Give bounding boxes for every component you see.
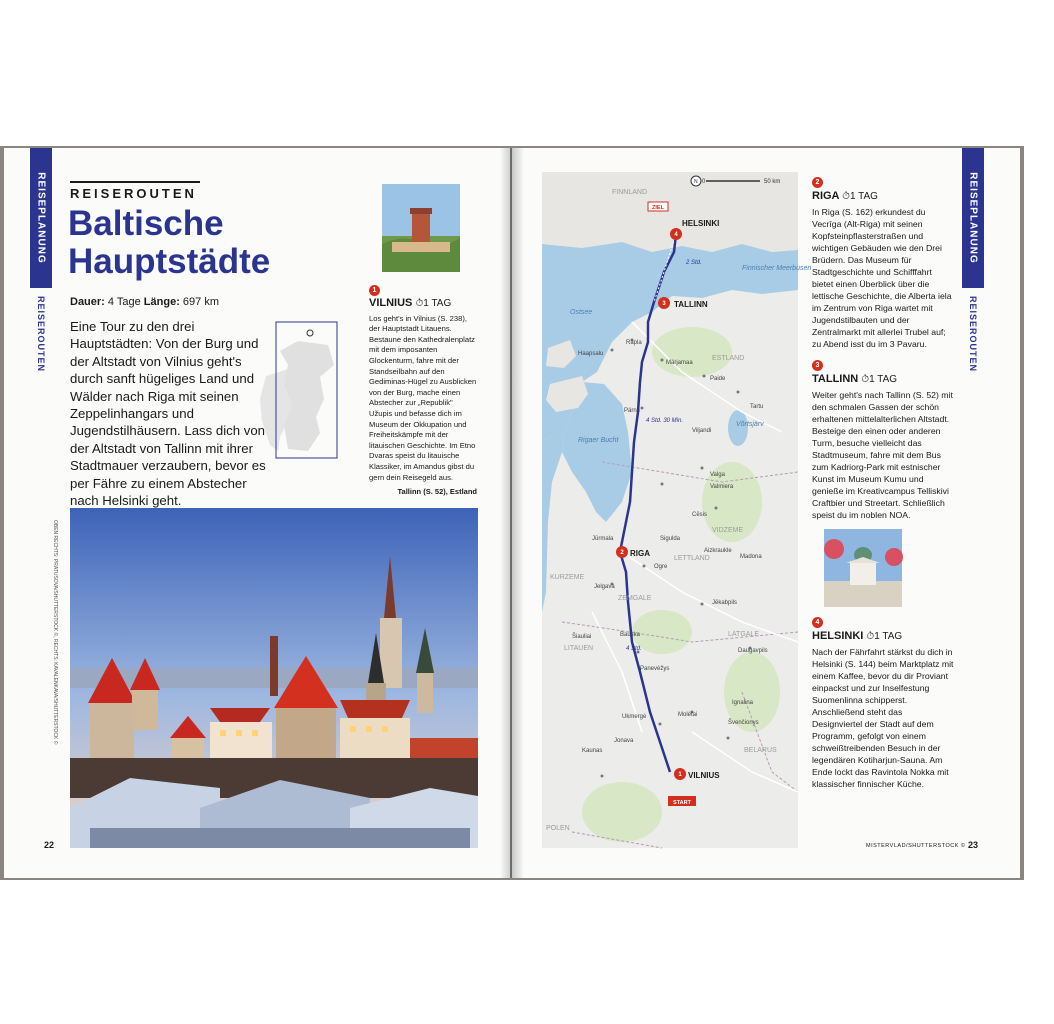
map-town-siauliai: Šiauliai [572,634,592,640]
map-town-kaunas: Kaunas [582,748,603,754]
map-town-haapsalu: Haapsalu [578,351,604,357]
section-tab-right-label: REISEPLANUNG [967,172,979,264]
map-town-paide: Paide [710,376,726,382]
helsinki-cathedral-illustration [824,529,902,607]
length-label: Länge: [143,296,180,308]
map-north-icon: N [694,179,698,185]
map-label-poland: POLEN [546,825,570,832]
route-map [542,172,812,848]
map-label-belarus: BELARUS [744,747,777,754]
route-map-svg [542,172,812,848]
book-gutter [500,148,524,878]
stop-heading [812,630,954,643]
map-town-parnu: Pärnu [624,408,641,414]
map-town-jonava: Jonava [614,738,634,744]
map-town-moletai: Molėtai [678,712,698,718]
stop-text: Los geht's in Vilnius (S. 238), der Hauptstadt Litauens. Bestaune den Kathedralenplatz mit dem imposanten Glockenturm, fahre mit der Standseilbahn auf den Gediminas-Hügel zu Ausblicken von der Burg, mache einen Abstecher zur „Republik" Užupis und befasse dich im Museum der Okkupation und Freiheitskämpfe mit der litauischen Geschichte. Im Etno Dvaras speist du litauische Klassiker, im Amandus gibst du gern dein Reisegeld aus. [369,313,477,482]
map-city-helsinki: HELSINKI [682,219,720,228]
map-label-latvia: LETTLAND [674,555,710,562]
map-label-vidzeme: VIDZEME [712,527,744,534]
clock-icon: ⏱ [866,631,875,642]
map-city-vilnius: VILNIUS [688,771,720,780]
map-label-lake: Võrtsjärv [736,421,764,428]
page-number-right: 23 [968,840,979,850]
map-label-baltic-sea: Ostsee [570,309,593,316]
map-town-valga: Valga [710,472,725,478]
stop-number-badge: 4 [812,617,823,628]
stop-number-badge: 3 [812,360,823,371]
locator-star-icon [307,330,313,336]
map-time-2: 4 Std. 30 Min. [646,418,684,424]
map-time-3: 4 Std. [626,646,642,652]
map-start-label: START [673,800,691,806]
duration-label: Dauer: [70,296,105,308]
stop-riga [812,175,954,350]
tallinn-photo [70,508,478,848]
map-town-madona: Madona [740,554,762,560]
map-town-jekabpils: Jēkabpils [712,600,738,606]
stop-number-badge: 2 [812,177,823,188]
stop-helsinki [812,615,954,790]
stop-heading [812,373,954,386]
map-town-aizkraukle: Aizkraukle [704,548,732,554]
stop-name: VILNIUS [369,297,413,309]
stop-name: HELSINKI [812,630,864,642]
map-scale-end: 50 km [764,179,781,185]
map-label-gulf-riga: Rigaer Bucht [578,437,619,444]
map-label-zemgale: ZEMGALE [618,595,652,602]
map-town-viljandi: Viljandi [692,428,712,434]
stop-vilnius [369,285,477,498]
map-label-lithuania: LITAUEN [564,645,594,652]
section-tab-label: REISEPLANUNG [35,172,47,264]
photo-caption: Tallinn (S. 52), Estland [397,487,477,497]
map-town-svencionys: Švenčionys [728,720,759,726]
map-town-cesis: Cēsis [692,512,708,518]
map-town-ignalina: Ignalina [732,700,754,706]
map-marker-1: 1 [678,772,682,778]
map-label-gulf-finland: Finnischer Meerbusen [742,265,812,272]
map-town-tartu: Tartu [750,404,764,410]
map-town-marjamaa: Märjamaa [666,360,693,366]
photo-credit-right: MISTERVLAD/SHUTTERSTOCK © [866,843,966,849]
map-marker-4: 4 [674,232,678,238]
map-town-rapla: Rapla [626,340,642,346]
map-town-sigulda: Sigulda [660,536,681,542]
map-label-kurzeme: KURZEME [550,574,585,581]
clock-icon: ⏱ [842,191,850,202]
map-scale-start: 0 [702,179,706,185]
side-label-text: REISEROUTEN [36,296,46,373]
map-town-jelgava: Jelgava [594,584,615,590]
stop-duration: 1 TAG [874,631,903,642]
stop-name: RIGA [812,190,840,202]
map-label-estonia: ESTLAND [712,355,745,362]
map-town-valmiera: Valmiera [710,484,734,490]
map-town-bauska: Bauska [620,632,641,638]
title-line-1: Baltische [68,204,224,243]
map-time-1: 2 Std. [686,260,702,266]
page-title [68,205,270,281]
stop-name: TALLINN [812,373,859,385]
map-town-panevezys: Panevėžys [640,666,670,672]
map-city-riga: RIGA [630,549,650,558]
stop-text: Weiter geht's nach Tallinn (S. 52) mit den schmalen Gassen der schön erhaltenen mittelalterlichen Altstadt. Besteige den einen oder anderen Turm, besuche vielleicht das Stadtmuseum, fahre mit dem Bus zum Kadriorg-Park mit estnischer Kunst im Museum Kumu und genieße im Kreativcampus Telliskivi Craftbier und Streetart. Schließlich speist du im noblen NOA. [812,390,953,520]
vilnius-castle-image [382,184,460,272]
map-town-jurmala: Jūrmala [592,536,614,542]
stop-heading [812,190,954,203]
stop-duration: 1 TAG [869,374,898,385]
clock-icon: ⏱ [415,298,424,309]
section-tab-right [962,148,984,288]
locator-map [258,321,338,459]
stop-text: Nach der Fährfahrt stärkst du dich in Helsinki (S. 144) beim Marktplatz mit einem Kaffee, bevor du dir Proviant einpackst und zur Inselfestung Suomenlinna schipperst. Anschließend steht das Designviertel der Stadt auf dem Programm, gefolgt von einem schweißtreibenden Besuch in der legendären Kotiharjun-Sauna. Am Ende lockt das Ravintola Nokka mit klassischer finnischer Küche. [812,647,954,789]
stop-tallinn [812,358,954,521]
map-ziel-label: ZIEL [652,205,664,211]
helsinki-cathedral-image [824,529,902,607]
side-label-right [968,296,1054,373]
map-town-daugavpils: Daugavpils [738,648,768,654]
intro-text: Eine Tour zu den drei Hauptstädten: Von der Burg und der Altstadt von Vilnius geht's durch sanft hügeliges Land und Wälder nach Riga mit seinen Zeppelinhangars und Jugendstilhäusern. Lass dich von der Altstadt von Tallinn mit ihrer Stadtmauer verzaubern, bevor es per Fähre zu einem Abstecher nach Helsinki geht. [70,319,266,509]
stop-duration: 1 TAG [423,298,452,309]
stop-text: In Riga (S. 162) erkundest du Vecrīga (Alt-Riga) mit seinen Kopfsteinpflasterstraßen und wichtigen Gebäuden wie den Drei Brüdern. Das Museum für Stadtgeschichte und Schifffahrt bietet einen Überblick über die lettische Geschichte, die Alberta iela im Zentrum von Riga wartet mit Jugendstilbauten und der Zentralmarkt mit allerlei Trubel auf; zu Abend isst du im 3 Pavaru. [812,207,952,349]
map-marker-3: 3 [662,301,666,307]
stop-heading [369,298,477,310]
side-label-right-text: REISEROUTEN [968,296,978,373]
map-town-ogre: Ogre [654,564,668,570]
stop-duration: 1 TAG [849,191,878,202]
map-town-ukmerge: Ukmergė [622,714,647,720]
route-meta [70,296,219,308]
section-tab [30,148,52,288]
kicker: REISEROUTEN [70,181,200,201]
clock-icon: ⏱ [861,374,870,385]
photo-credit-text: OBEN RECHTS: PRATUSOVA/SHUTTERSTOCK ©, RECHTS: KAVALENKAVA/SHUTTERSTOCK © [52,520,58,745]
stops-column [812,175,954,798]
vilnius-castle-illustration [382,184,460,272]
map-label-finland: FINNLAND [612,189,648,196]
title-line-2: Hauptstädte [68,242,271,281]
page-number-left: 22 [44,840,55,850]
map-city-tallinn: TALLINN [674,300,708,309]
map-marker-2: 2 [620,550,624,556]
stop-number-badge: 1 [369,285,380,296]
length-value: 697 km [182,296,219,308]
tallinn-skyline-illustration [70,508,478,848]
duration-value: 4 Tage [107,296,141,308]
map-label-latgale: LATGALE [728,631,759,638]
